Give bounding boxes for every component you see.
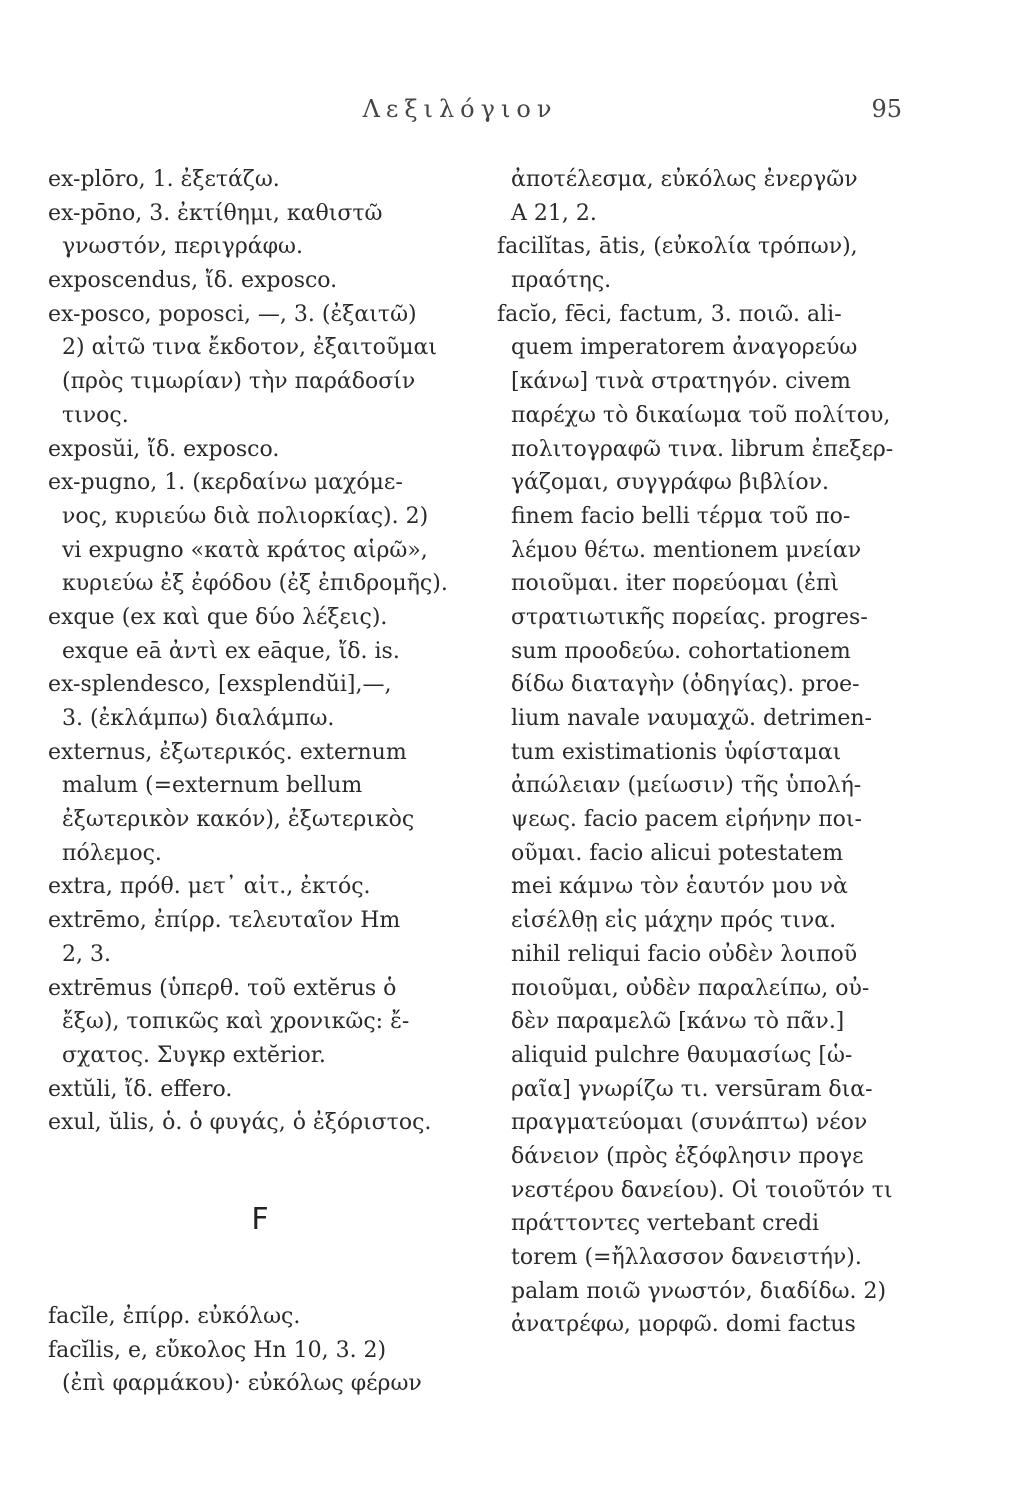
dictionary-line: facilĭtas, ātis, (εὐκολία τρόπων), [497, 234, 858, 260]
dictionary-line: torem (=ἤλλασσον δανειστήν). [511, 1245, 862, 1270]
dictionary-line: facĭlis, e, εὔκολος Hn 10, 3. 2) [48, 1337, 387, 1363]
dictionary-line: palam ποιῶ γνωστόν, διαδίδω. 2) [511, 1278, 887, 1304]
right-column [497, 163, 907, 1342]
dictionary-line: exque eā ἀντὶ ex eāque, ἴδ. is. [62, 638, 400, 664]
dictionary-line: ἔξω), τοπικῶς καὶ χρονικῶς: ἔ- [62, 1009, 410, 1035]
dictionary-line: ex-pōno, 3. ἐκτίθημι, καθιστῶ [48, 200, 383, 226]
dictionary-line: A 21, 2. [511, 200, 597, 226]
dictionary-line: λέμου θέτω. mentionem μνείαν [511, 537, 862, 563]
dictionary-line: νος, κυριεύω διὰ πολιορκίας). 2) [62, 503, 429, 529]
left-column-after [48, 1300, 468, 1401]
dictionary-line: νεστέρου δανείου). Οἱ τοιοῦτόν τι [511, 1177, 893, 1203]
dictionary-line: δὲν παραμελῶ [κάνω τὸ πᾶν.] [511, 1009, 845, 1035]
dictionary-line: πραότης. [511, 268, 612, 294]
dictionary-line: πόλεμος. [62, 840, 162, 866]
dictionary-line: (ἐπὶ φαρμάκου)· εὐκόλως φέρων [62, 1371, 422, 1397]
dictionary-line: (πρὸς τιμωρίαν) τὴν παράδοσίν [62, 369, 416, 395]
dictionary-line: mei κάμνω τὸν ἑαυτόν μου νὰ [511, 874, 848, 900]
dictionary-line: sum προοδεύω. cohortationem [511, 638, 851, 664]
dictionary-line: ἀπώλειαν (μείωσιν) τῆς ὑπολή- [511, 773, 862, 799]
dictionary-line: ψεως. facio pacem εἰρήνην ποι- [511, 807, 862, 833]
dictionary-line: extrēmo, ἐπίρρ. τελευταῖον Hm [48, 908, 401, 934]
dictionary-line: malum (=externum bellum [62, 773, 363, 799]
dictionary-line: exque (ex καὶ que δύο λέξεις). [48, 604, 388, 630]
dictionary-line: ex-posco, poposci, —, 3. (ἐξαιτῶ) [48, 301, 417, 327]
dictionary-line: 2) αἰτῶ τινα ἔκδοτον, ἐξαιτοῦμαι [62, 335, 437, 361]
dictionary-line: nihil reliqui facio οὐδὲν λοιποῦ [511, 941, 858, 967]
dictionary-line: extŭli, ἴδ. effero. [48, 1076, 233, 1102]
dictionary-line: πραγματεύομαι (συνάπτω) νέον [511, 1110, 868, 1136]
dictionary-line: facĭo, fēci, factum, 3. ποιῶ. ali- [497, 301, 842, 327]
dictionary-line: extrēmus (ὑπερθ. τοῦ extĕrus ὁ [48, 975, 397, 1001]
dictionary-line: ποιοῦμαι, οὐδὲν παραλείπω, οὐ- [511, 975, 870, 1001]
dictionary-line: finem facio belli τέρμα τοῦ πο- [511, 503, 851, 529]
dictionary-line: γνωστόν, περιγράφω. [62, 234, 303, 260]
dictionary-line: ραῖα] γνωρίζω τι. versūram δια- [511, 1076, 873, 1102]
dictionary-line: vi expugno «κατὰ κράτος αἱρῶ», [62, 537, 428, 563]
running-title: Λεξιλόγιον [362, 95, 558, 123]
dictionary-line: τινος. [62, 402, 129, 428]
dictionary-line: ἀποτέλεσμα, εὐκόλως ἐνεργῶν [511, 167, 858, 192]
dictionary-line: [κάνω] τινὰ στρατηγόν. civem [511, 369, 851, 395]
dictionary-line: στρατιωτικῆς πορείας. progres- [511, 604, 868, 630]
dictionary-line: δάνειον (πρὸς ἐξόφλησιν προγε [511, 1143, 864, 1169]
page-number: 95 [871, 95, 902, 123]
dictionary-line: ex-pugno, 1. (κερδαίνω μαχόμε- [48, 470, 403, 496]
dictionary-line: exposcendus, ἴδ. exposco. [48, 268, 338, 294]
dictionary-line: ex-plōro, 1. ἐξετάζω. [48, 167, 280, 192]
section-letter: F [251, 1202, 269, 1237]
dictionary-line: εἰσέλθῃ εἰς μάχην πρός τινα. [511, 908, 837, 934]
dictionary-line: facĭle, ἐπίρρ. εὐκόλως. [48, 1304, 301, 1329]
dictionary-line: exposŭi, ἴδ. exposco. [48, 436, 280, 462]
dictionary-line: ex-splendesco, [exsplendŭi],—, [48, 672, 392, 698]
dictionary-line: extra, πρόθ. μετ᾽ αἰτ., ἐκτός. [48, 874, 371, 900]
dictionary-line: πολιτογραφῶ τινα. librum ἐπεξερ- [511, 436, 894, 462]
dictionary-line: ποιοῦμαι. iter πορεύομαι (ἐπὶ [511, 571, 840, 597]
dictionary-line: quem imperatorem ἀναγορεύω [511, 335, 858, 361]
dictionary-line: σχατος. Συγκρ extĕrior. [62, 1042, 326, 1068]
dictionary-line: 2, 3. [62, 941, 111, 967]
dictionary-line: δίδω διαταγὴν (ὁδηγίας). proe- [511, 672, 860, 698]
dictionary-line: γάζομαι, συγγράφω βιβλίον. [511, 470, 830, 496]
dictionary-line: exul, ŭlis, ὁ. ὁ φυγάς, ὁ ἐξόριστος. [48, 1110, 432, 1136]
dictionary-line: 3. (ἐκλάμπω) διαλάμπω. [62, 706, 335, 731]
dictionary-line: κυριεύω ἐξ ἐφόδου (ἐξ ἐπιδρομῆς). [62, 571, 448, 597]
dictionary-line: ἐξωτερικὸν κακόν), ἐξωτερικὸς [62, 807, 415, 833]
dictionary-line: lium navale ναυμαχῶ. detrimen- [511, 706, 872, 731]
left-column [48, 163, 468, 1140]
dictionary-line: externus, ἐξωτερικός. externum [48, 739, 407, 765]
dictionary-line: παρέχω τὸ δικαίωμα τοῦ πολίτου, [511, 402, 891, 428]
dictionary-line: ἀνατρέφω, μορφῶ. domi factus [511, 1312, 856, 1338]
dictionary-line: πράττοντες vertebant credi [511, 1211, 820, 1237]
dictionary-line: οῦμαι. facio alicui potestatem [511, 840, 844, 866]
dictionary-line: tum existimationis ὑφίσταμαι [511, 739, 842, 765]
dictionary-line: aliquid pulchre θαυμασίως [ὡ- [511, 1042, 853, 1068]
